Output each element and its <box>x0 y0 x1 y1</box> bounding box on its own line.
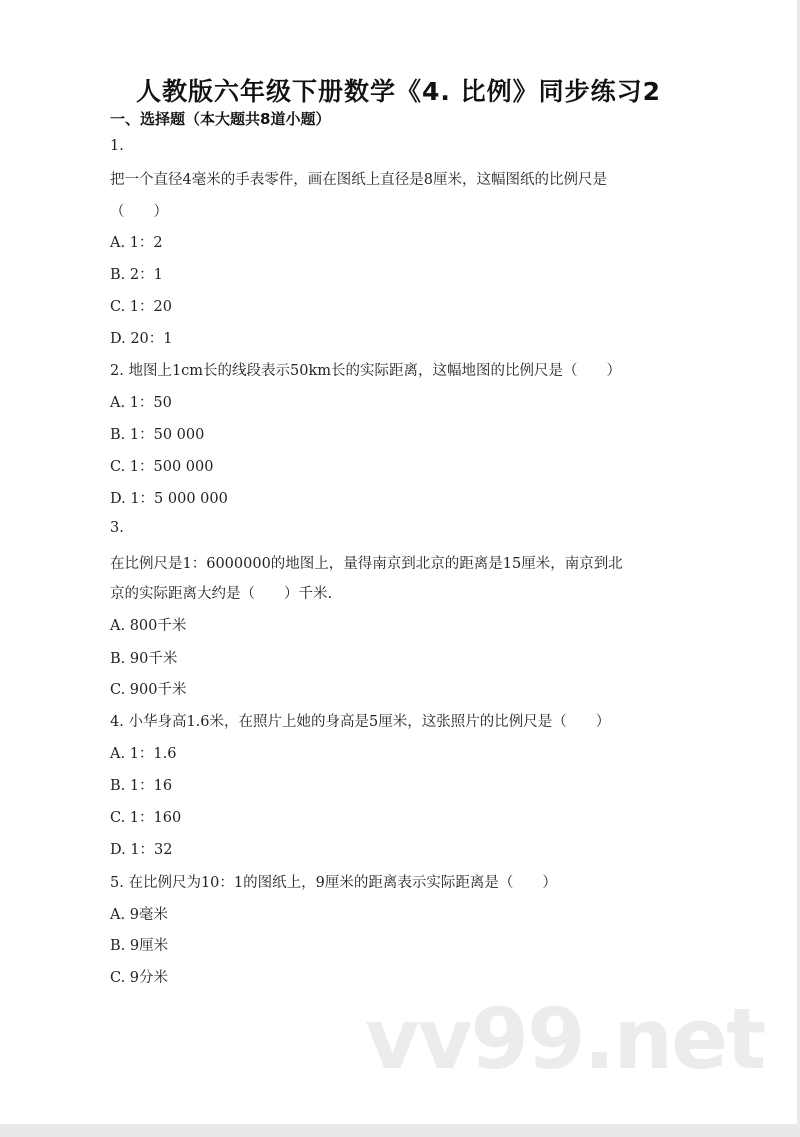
answer-option: D. 20：1 <box>110 331 173 347</box>
answer-option: C. 9分米 <box>110 970 169 986</box>
question-text: 把一个直径4毫米的手表零件，画在图纸上直径是8厘米，这幅图纸的比例尺是 <box>110 172 607 188</box>
answer-option: D. 1：32 <box>110 842 173 858</box>
section-heading: 一、选择题（本大题共8道小题） <box>110 110 331 128</box>
answer-option: A. 1：1.6 <box>110 746 177 762</box>
question-text: 4. 小华身高1.6米，在照片上她的身高是5厘米，这张照片的比例尺是（ ） <box>110 714 611 730</box>
watermark: vv99.net <box>365 990 765 1088</box>
answer-option: B. 2：1 <box>110 267 163 283</box>
answer-option: B. 9厘米 <box>110 938 169 954</box>
answer-option: C. 1：500 000 <box>110 459 214 475</box>
answer-option: A. 9毫米 <box>110 907 168 923</box>
question-text: 在比例尺是1：6000000的地图上，量得南京到北京的距离是15厘米，南京到北 <box>110 556 623 572</box>
answer-option: B. 1：50 000 <box>110 427 205 443</box>
question-text: （ ） <box>110 204 168 220</box>
question-text: 3. <box>110 520 124 536</box>
answer-option: A. 1：50 <box>110 395 172 411</box>
answer-option: A. 1：2 <box>110 235 163 251</box>
question-text: 5. 在比例尺为10：1的图纸上，9厘米的距离表示实际距离是（ ） <box>110 875 557 891</box>
answer-option: A. 800千米 <box>110 618 187 634</box>
question-text: 京的实际距离大约是（ ）千米. <box>110 586 333 602</box>
answer-option: C. 1：160 <box>110 810 182 826</box>
document-title: 人教版六年级下册数学《4. 比例》同步练习2 <box>136 77 661 106</box>
answer-option: B. 1：16 <box>110 778 173 794</box>
answer-option: D. 1：5 000 000 <box>110 491 228 507</box>
answer-option: C. 1：20 <box>110 299 172 315</box>
answer-option: C. 900千米 <box>110 682 187 698</box>
question-text: 2. 地图上1cm长的线段表示50km长的实际距离，这幅地图的比例尺是（ ） <box>110 363 622 379</box>
question-text: 1. <box>110 138 124 154</box>
answer-option: B. 90千米 <box>110 651 178 667</box>
